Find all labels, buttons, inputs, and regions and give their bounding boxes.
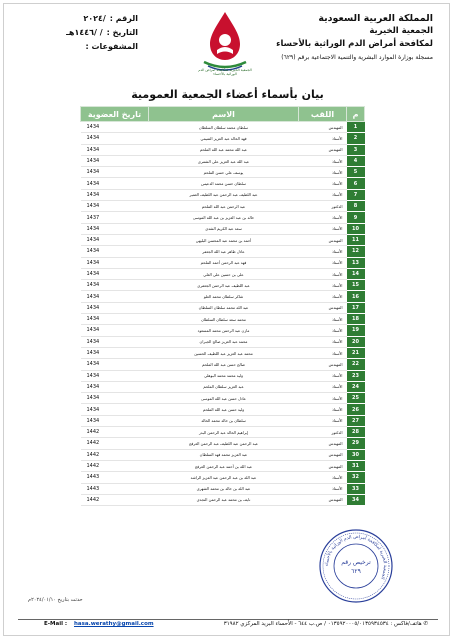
membership-date: 1434: [81, 393, 149, 404]
ref-number-label: الرقم :: [109, 14, 138, 23]
membership-date: 1434: [81, 201, 149, 212]
member-title: الأستاذ: [299, 347, 347, 358]
footer-divider: [18, 619, 438, 620]
table-row: [81, 280, 365, 291]
table-row: [81, 234, 365, 245]
org-purpose: لمكافحة أمراض الدم الوراثية بالأحساء: [276, 39, 433, 49]
table-row: [81, 212, 365, 223]
row-number: 24: [347, 381, 365, 392]
table-row: [81, 257, 365, 268]
row-number: 29: [347, 438, 365, 449]
membership-date: 1434: [81, 223, 149, 234]
member-title: الأستاذ: [299, 246, 347, 257]
row-number: 3: [347, 144, 365, 155]
member-title: المهندس: [299, 144, 347, 155]
row-number: 28: [347, 427, 365, 438]
member-name: يوسف علي حسن الملحم: [149, 167, 299, 178]
row-number: 1: [347, 122, 365, 133]
organization-logo: [200, 10, 250, 74]
member-name: عبد العزيز محمد فهد السلطان: [149, 449, 299, 460]
membership-date: 1442: [81, 438, 149, 449]
member-title: المهندس: [299, 460, 347, 471]
attachments-label: المشفوعات :: [85, 42, 138, 51]
document-title: بيان بأسماء أعضاء الجمعية العمومية: [131, 88, 324, 101]
row-number: 34: [347, 494, 365, 505]
member-name: فهد عبد الرحمن أحمد الملحم: [149, 257, 299, 268]
member-name: عبد الله عبد العزيز علي الشمري: [149, 155, 299, 166]
members-table: [80, 106, 365, 506]
member-title: الدكتور: [299, 201, 347, 212]
member-title: المهندس: [299, 494, 347, 505]
membership-date: 1443: [81, 472, 149, 483]
member-title: الأستاذ: [299, 325, 347, 336]
member-title: الأستاذ: [299, 133, 347, 144]
member-title: الأستاذ: [299, 189, 347, 200]
table-row: [81, 427, 365, 438]
membership-date: 1434: [81, 144, 149, 155]
member-name: علي بن حسين علي العلي: [149, 268, 299, 279]
member-name: أحمد بن محمد عبد المحسن البليهي: [149, 234, 299, 245]
membership-date: 1434: [81, 302, 149, 313]
membership-date: 1434: [81, 257, 149, 268]
member-title: المهندس: [299, 122, 347, 133]
member-title: الأستاذ: [299, 393, 347, 404]
row-number: 5: [347, 167, 365, 178]
row-number: 10: [347, 223, 365, 234]
member-name: عادل طاهر عبد الله الجعفر: [149, 246, 299, 257]
member-title: الأستاذ: [299, 223, 347, 234]
membership-date: 1434: [81, 246, 149, 257]
table-row: [81, 404, 365, 415]
table-row: [81, 393, 365, 404]
membership-date: 1434: [81, 370, 149, 381]
row-number: 23: [347, 370, 365, 381]
row-number: 7: [347, 189, 365, 200]
membership-date: 1443: [81, 483, 149, 494]
table-row: [81, 201, 365, 212]
logo-caption: الجمعية الخيرية لمكافحة أمراض الدم الوراثية بالأحساء: [198, 68, 252, 76]
row-number: 26: [347, 404, 365, 415]
member-name: محمد عبد العزيز صالح الجبران: [149, 336, 299, 347]
header-num: م: [347, 107, 365, 122]
row-number: 4: [347, 155, 365, 166]
membership-date: 1434: [81, 336, 149, 347]
member-name: عادل حسن عبد الله الموسى: [149, 393, 299, 404]
member-name: نايف بن محمد عبد الرحمن النجدي: [149, 494, 299, 505]
member-name: سلطان بن خالد محمد الخالد: [149, 415, 299, 426]
contact-info: ✆ هاتف/فاكس : ٠١٣٥٩٢٠٠٠٥/٠١٣٥٩٣٤٥٣٤ / ص.ب ٦٤٤ - الأحساء البريد المركزي ٣١٩٨٢: [223, 621, 428, 627]
membership-date: 1434: [81, 381, 149, 392]
row-number: 17: [347, 302, 365, 313]
member-name: عبد الله محمد عبد الله الملحم: [149, 144, 299, 155]
header-title: اللقب: [299, 107, 347, 122]
org-registration: مسجلة بوزارة الموارد البشرية والتنمية الاجتماعية برقم (٦٢٩): [281, 54, 433, 61]
table-row: [81, 178, 365, 189]
table-row: [81, 268, 365, 279]
membership-date: 1442: [81, 427, 149, 438]
table-row: [81, 347, 365, 358]
row-number: 32: [347, 472, 365, 483]
member-name: عبد العزيز سلطان الملحم: [149, 381, 299, 392]
membership-date: 1442: [81, 460, 149, 471]
membership-date: 1442: [81, 494, 149, 505]
row-number: 15: [347, 280, 365, 291]
footer: [18, 621, 438, 633]
member-title: الأستاذ: [299, 268, 347, 279]
row-number: 13: [347, 257, 365, 268]
updated-date-note: حدثت بتاريخ ٢٠٢٤/٠١/١٠م: [28, 597, 83, 603]
row-number: 21: [347, 347, 365, 358]
member-title: الأستاذ: [299, 167, 347, 178]
table-row: [81, 460, 365, 471]
row-number: 22: [347, 359, 365, 370]
member-title: الأستاذ: [299, 336, 347, 347]
ref-number-value: /٢٠٢٤: [83, 14, 106, 23]
member-name: مازن عبد الرحمن محمد المسعود: [149, 325, 299, 336]
member-title: المهندس: [299, 438, 347, 449]
table-row: [81, 223, 365, 234]
member-title: الأستاذ: [299, 314, 347, 325]
member-name: عبد الله بن عبد الرحمن عبد العزيز الراشد: [149, 472, 299, 483]
member-name: محمد عبد العزيز عبد اللطيف الحسين: [149, 347, 299, 358]
member-name: وليد محمد محمد البوهلي: [149, 370, 299, 381]
table-row: [81, 122, 365, 133]
member-name: عبد الله محمد سلطان السلطان: [149, 302, 299, 313]
table-row: [81, 359, 365, 370]
membership-date: 1434: [81, 133, 149, 144]
table-row: [81, 325, 365, 336]
stamp-license-number: ٦٢٩: [351, 568, 361, 575]
member-name: فهد الخالد عبد العزيز التميمي: [149, 133, 299, 144]
member-name: سلطان حسن محمد الدعيس: [149, 178, 299, 189]
member-title: الأستاذ: [299, 155, 347, 166]
org-country: المملكة العربية السعودية: [318, 13, 433, 24]
member-title: الدكتور: [299, 427, 347, 438]
member-name: سلطان محمد سلطان السلطان: [149, 122, 299, 133]
header-name: الاسم: [149, 107, 299, 122]
membership-date: 1434: [81, 347, 149, 358]
member-name: عبد الله بن خالد بن محمد الشهري: [149, 483, 299, 494]
row-number: 2: [347, 133, 365, 144]
row-number: 20: [347, 336, 365, 347]
membership-date: 1442: [81, 449, 149, 460]
member-name: عبد الرحمن عبد اللطيف عبد الرحمن العرفج: [149, 438, 299, 449]
membership-date: 1434: [81, 359, 149, 370]
row-number: 30: [347, 449, 365, 460]
member-title: الأستاذ: [299, 472, 347, 483]
member-name: عبد الرحمن عبد الله الملحم: [149, 201, 299, 212]
member-title: الأستاذ: [299, 291, 347, 302]
date-row: [28, 26, 138, 40]
stamp-ring-text: الجمعية الخيرية لمكافحة أمراض الدم الوراثية بالأحساء: [324, 534, 388, 580]
row-number: 18: [347, 314, 365, 325]
member-title: الأستاذ: [299, 381, 347, 392]
membership-date: 1434: [81, 234, 149, 245]
member-title: الأستاذ: [299, 404, 347, 415]
table-row: [81, 494, 365, 505]
ref-number-row: [28, 12, 138, 26]
table-row: [81, 246, 365, 257]
member-title: الأستاذ: [299, 370, 347, 381]
table-row: [81, 336, 365, 347]
member-name: عبد الله بن أحمد عبد الرحمن العرفج: [149, 460, 299, 471]
row-number: 11: [347, 234, 365, 245]
table-row: [81, 483, 365, 494]
reference-fields: [28, 12, 138, 54]
official-stamp: [318, 528, 394, 604]
table-header-row: [81, 107, 365, 122]
member-title: الأستاذ: [299, 178, 347, 189]
member-title: الأستاذ: [299, 415, 347, 426]
row-number: 9: [347, 212, 365, 223]
member-title: المهندس: [299, 359, 347, 370]
table-row: [81, 415, 365, 426]
membership-date: 1434: [81, 178, 149, 189]
membership-date: 1434: [81, 280, 149, 291]
organization-header: [276, 12, 433, 64]
table-row: [81, 189, 365, 200]
row-number: 25: [347, 393, 365, 404]
table-row: [81, 438, 365, 449]
row-number: 6: [347, 178, 365, 189]
table-row: [81, 144, 365, 155]
table-row: [81, 449, 365, 460]
member-title: المهندس: [299, 302, 347, 313]
membership-date: 1434: [81, 325, 149, 336]
member-name: شاكر سلطان محمد العلو: [149, 291, 299, 302]
email-link[interactable]: hasa.werathy@gmail.com: [74, 621, 154, 627]
table-row: [81, 302, 365, 313]
table-row: [81, 155, 365, 166]
table-row: [81, 381, 365, 392]
membership-date: 1434: [81, 314, 149, 325]
membership-date: 1434: [81, 415, 149, 426]
member-title: الأستاذ: [299, 257, 347, 268]
table-row: [81, 472, 365, 483]
membership-date: 1434: [81, 268, 149, 279]
date-label: التاريخ :: [106, 28, 138, 37]
membership-date: 1437: [81, 212, 149, 223]
member-title: الأستاذ: [299, 483, 347, 494]
membership-date: 1434: [81, 122, 149, 133]
row-number: 12: [347, 246, 365, 257]
row-number: 14: [347, 268, 365, 279]
membership-date: 1434: [81, 155, 149, 166]
table-row: [81, 314, 365, 325]
member-name: سعد عبد الكريم الشدي: [149, 223, 299, 234]
member-title: الأستاذ: [299, 212, 347, 223]
member-name: محمد سعد سلطان السلطان: [149, 314, 299, 325]
row-number: 19: [347, 325, 365, 336]
member-title: المهندس: [299, 449, 347, 460]
membership-date: 1434: [81, 404, 149, 415]
table-row: [81, 291, 365, 302]
table-row: [81, 133, 365, 144]
header-date: تاريخ العضوية: [81, 107, 149, 122]
org-name: الجمعية الخيرية: [369, 26, 433, 36]
member-title: المهندس: [299, 234, 347, 245]
member-name: إبراهيم الخالد عبد الرحمن البدر: [149, 427, 299, 438]
member-name: خالد بن عبد العزيز بن عبد الله الموسى: [149, 212, 299, 223]
row-number: 33: [347, 483, 365, 494]
row-number: 27: [347, 415, 365, 426]
date-value: / /١٤٤٦هـ: [66, 28, 103, 37]
email-label: E-Mail :: [44, 621, 68, 627]
member-name: عبد اللطيف عبد الرحمن عبد اللطيف العمير: [149, 189, 299, 200]
member-title: الأستاذ: [299, 280, 347, 291]
row-number: 31: [347, 460, 365, 471]
membership-date: 1434: [81, 189, 149, 200]
member-name: صالح حسن عبد الله الملحم: [149, 359, 299, 370]
table-row: [81, 167, 365, 178]
stamp-license-label: ترخيص رقم: [341, 559, 371, 566]
member-name: عبد اللطيف عبد الرحمن الجعفري: [149, 280, 299, 291]
row-number: 16: [347, 291, 365, 302]
row-number: 8: [347, 201, 365, 212]
member-name: وليد حسن عبد الله الملحم: [149, 404, 299, 415]
membership-date: 1434: [81, 167, 149, 178]
membership-date: 1434: [81, 291, 149, 302]
table-row: [81, 370, 365, 381]
